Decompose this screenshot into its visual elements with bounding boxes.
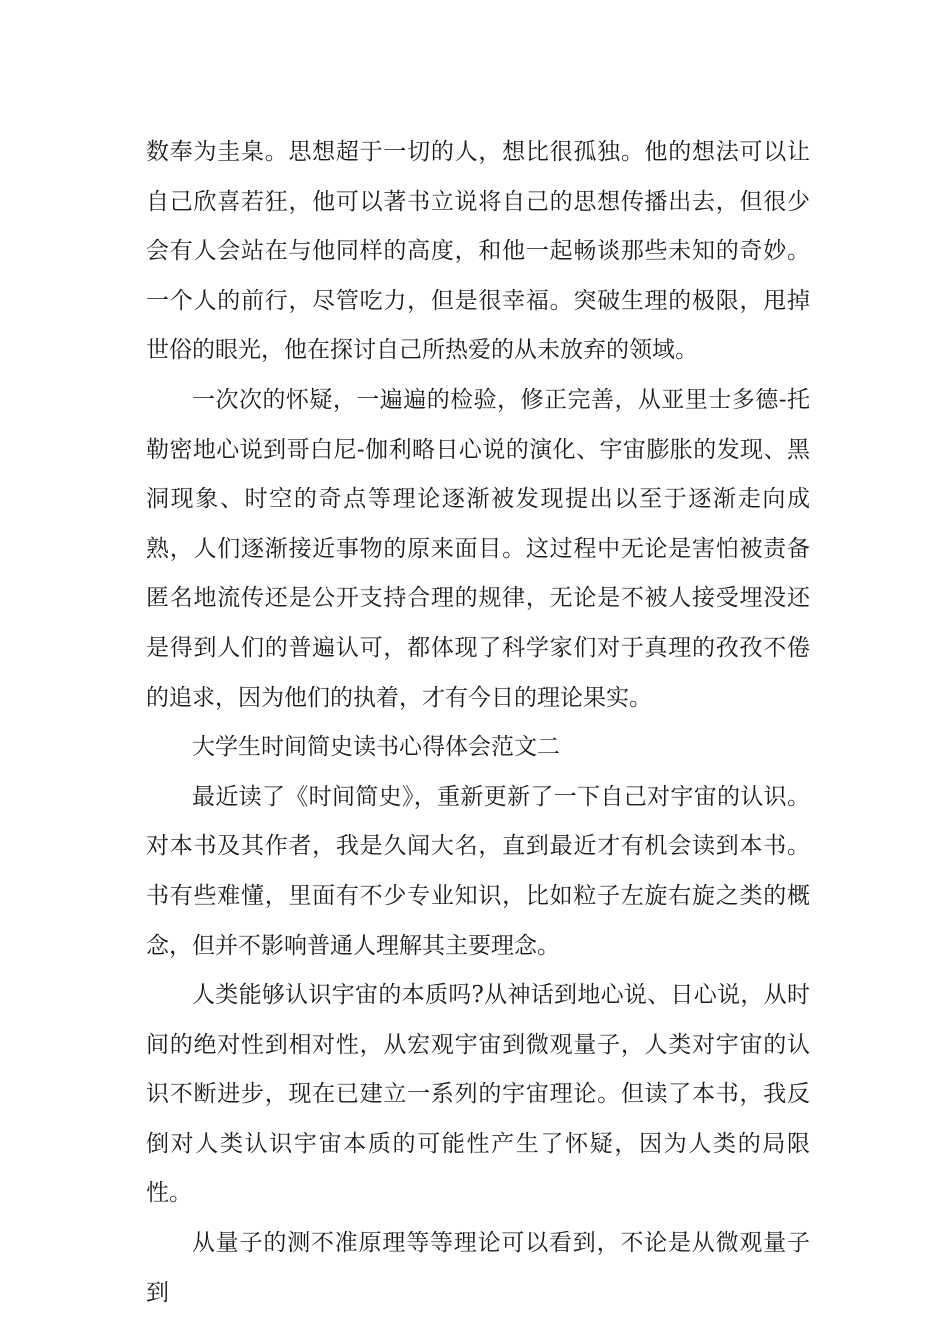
paragraph-continuation: 数奉为圭臬。思想超于一切的人，想比很孤独。他的想法可以让自己欣喜若狂，他可以著书立说将自己的思想传播出去，但很少会有人会站在与他同样的高度，和他一起畅谈那些未知的奇妙。一个人的前行，尽管吃力，但是很幸福。突破生理的极限，甩掉世俗的眼光，他在探讨自己所热爱的从未放弃的领域。: [146, 139, 810, 364]
paragraph-intro-reading: 最近读了《时间简史》，重新更新了一下自己对宇宙的认识。对本书及其作者，我是久闻大名，直到最近才有机会读到本书。书有些难懂，里面有不少专业知识，比如粒子左旋右旋之类的概念，但并不影响普通人理解其主要理念。: [146, 783, 810, 959]
paragraph-universe-nature: 人类能够认识宇宙的本质吗?从神话到地心说、日心说，从时间的绝对性到相对性，从宏观宇宙到微观量子，人类对宇宙的认识不断进步，现在已建立一系列的宇宙理论。但读了本书，我反倒对人类认识宇宙本质的可能性产生了怀疑，因为人类的局限性。: [146, 982, 810, 1207]
section-heading: 大学生时间简史读书心得体会范文二: [192, 734, 560, 761]
document-body: [146, 128, 810, 1318]
paragraph-scientific-inquiry: 一次次的怀疑，一遍遍的检验，修正完善，从亚里士多德-托勒密地心说到哥白尼-伽利略日心说的演化、宇宙膨胀的发现、黑洞现象、时空的奇点等理论逐渐被发现提出以至于逐渐走向成熟，人们逐渐接近事物的原来面目。这过程中无论是害怕被责备匿名地流传还是公开支持合理的规律，无论是不被人接受埋没还是得到人们的普遍认可，都体现了科学家们对于真理的孜孜不倦的追求，因为他们的执着，才有今日的理论果实。: [146, 386, 810, 711]
paragraph-quantum: 从量子的测不准原理等等理论可以看到，不论是从微观量子到: [146, 1230, 810, 1306]
